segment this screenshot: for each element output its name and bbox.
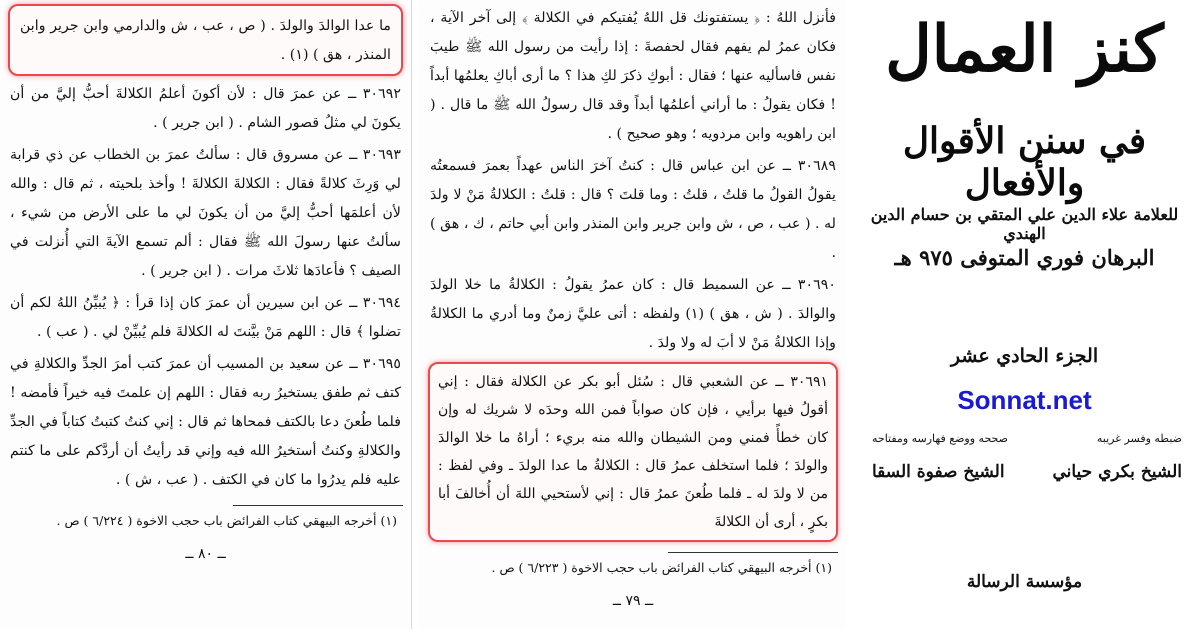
hadith-text: ٣٠٦٩٠ ــ عن السميط قال : كان عمرُ يقولُ : الكلالةُ ما خلا الولدَ والوالدَ . ( ش ، هق ) (١) ولفظه : أتى عليَّ زمنٌ وما أدري ما الكلالةُ وإذا الكلالةُ مَنْ لا أبَ له ولا ولدَ . xyxy=(430,277,837,351)
cover-editor-roles xyxy=(872,432,1182,445)
footnote-divider xyxy=(233,505,403,506)
hadith-text: ٣٠٦٩٥ ــ عن سعيد بن المسيب أن عمرَ كتب أمرَ الجدِّ والكلالةِ في كتف ثم طفق يستخيرُ ربه فقال : اللهم إن علمتَ فيه خيراً فأمضه ! فلما طُعنَ دعا بالكتف فمحاها ثم قال : إني كنتُ كتبتُ كتاباً في الجدِّ والكلالةِ وكنتُ أستخيرُ الله فيه وإني قد رأيتُ أن أردَّكم على ما كنتم عليه فلم يدرُوا ما كان في الكتف . ( عب ، ش ) . xyxy=(10,356,401,488)
highlighted-passage xyxy=(8,4,403,76)
cover-author-line1: للعلامة علاء الدين علي المتقي بن حسام الدين الهندي xyxy=(870,205,1179,243)
hadith-entry xyxy=(428,4,838,149)
highlighted-text: ٣٠٦٩١ ــ عن الشعبي قال : سُئل أبو بكر عن الكلالة فقال : إني أقولُ فيها برأيي ، فإن كان صواباً فمن الله وحدَه لا شريك له وإن كان خطأً فمني ومن الشيطان والله منه بريء ؛ أراهُ ما خلا الوالدَ والولدَ ؛ فلما استخلف عمرُ قال : الكلالةُ ما عدا الولدَ ـ وفي لفظ : من لا ولدَ له ـ فلما طُعنَ عمرُ قال : إني لأستحيي اللهَ أن أُخالفَ أبا بكرٍ ، أرى أن الكلالةَ xyxy=(438,374,828,530)
editor-right-role: ضبطه وفسر غريبه xyxy=(1096,432,1182,445)
cover-publisher: مؤسسة الرسالة xyxy=(966,572,1083,592)
cover-editor-names xyxy=(872,462,1182,482)
hadith-entry xyxy=(8,80,403,138)
hadith-entry xyxy=(428,152,838,268)
book-page-80 xyxy=(0,0,412,629)
watermark-link[interactable]: Sonnat.net xyxy=(957,385,1092,415)
editor-right-name: الشيخ بكري حياني xyxy=(1052,462,1182,482)
hadith-text: فأنزل اللهُ : ﴿ يستفتونك قل اللهُ يُفتيكم في الكلالة ﴾ إلى آخر الآية ، فكان عمرُ لم يفهم فقال لحفصةَ : إذا رأيت من رسول الله ﷺ طيبَ نفس فاسأليه عنها ؛ فقال : أبوكِ ذكرَ لكِ هذا ؟ ما أرى أباكِ يعلمُها أبداً ! فكان يقولُ : ما أراني أعلمُها أبداً وقد قال رسولُ الله ﷺ ما قال . ( ابن راهويه وابن مردويه ؛ وهو صحيح ) . xyxy=(430,10,836,142)
editor-left-role: صححه ووضع فهارسه ومفتاحه xyxy=(872,432,1008,445)
hadith-text: ٣٠٦٩٣ ــ عن مسروق قال : سألتُ عمرَ بن الخطاب عن ذي قرابة لي وَرِثَ كلالةً فقال : الكلالةَ الكلالةَ ! وأخذ بلحيته ، ثم قال : والله لأن أعلمَها أحبُّ إليَّ من أن يكونَ لي ما على الأرض من شيء ، سألتُ عنها رسولَ الله ﷺ فقال : ألم تسمع الآيةَ التي أُنزلت في الصيف ؟ فأعادَها ثلاثَ مرات . ( ابن جرير ) . xyxy=(10,147,401,279)
book-cover xyxy=(852,0,1197,629)
hadith-entry xyxy=(8,289,403,347)
hadith-text: ٣٠٦٨٩ ــ عن ابن عباس قال : كنتُ آخرَ الناس عهداً بعمرَ فسمعتُه يقولُ القولُ ما قلتُ ، قلتُ : وما قلتَ ؟ قال : قلتُ : الكلالةُ مَنْ لا ولدَ له . ( عب ، ص ، ش وابن جرير وابن المنذر وابن أبي حاتم ، ك ، هق ) . xyxy=(430,158,836,261)
cover-author-line2: البرهان فوري المتوفى ٩٧٥ هـ xyxy=(894,245,1155,270)
highlighted-text: ما عدا الوالدَ والولدَ . ( ص ، عب ، ش والدارمي وابن جرير وابن المنذر ، هق ) (١) . xyxy=(20,18,391,63)
page-number: ــ ٧٩ ــ xyxy=(612,593,654,609)
highlighted-passage xyxy=(428,362,838,542)
editor-left-name: الشيخ صفوة السقا xyxy=(872,462,1005,482)
footnote: (١) أخرجه البيهقي كتاب الفرائض باب حجب الاخوة ( ٦/٢٢٤ ) ص . xyxy=(56,513,397,528)
cover-volume: الجزء الحادي عشر xyxy=(950,345,1099,367)
hadith-entry xyxy=(8,141,403,286)
hadith-entry xyxy=(428,271,838,358)
hadith-text: ٣٠٦٩٢ ــ عن عمرَ قال : لأن أكونَ أعلمُ الكلالةَ أحبُّ إليَّ من أن يكونَ لي مثلُ قصور الشام . ( ابن جرير ) . xyxy=(10,86,401,131)
hadith-entry xyxy=(8,350,403,495)
hadith-text: ٣٠٦٩٤ ــ عن ابن سيرين أن عمرَ كان إذا قرأ : ﴿ يُبيِّنُ اللهُ لكم أن تضلوا ﴾ قال : اللهم مَنْ بيَّنتَ له الكلالةَ فلم يُبيِّنْ لي . ( عب ) . xyxy=(10,295,401,340)
page-number: ــ ٨٠ ــ xyxy=(185,546,226,562)
cover-subtitle: في سنن الأقوال والأفعال xyxy=(902,120,1147,204)
cover-title: كنز العمال xyxy=(885,12,1164,87)
footnote: (١) أخرجه البيهقي كتاب الفرائض باب حجب الاخوة ( ٦/٢٢٣ ) ص . xyxy=(491,560,832,575)
book-page-79 xyxy=(418,0,846,629)
footnote-divider xyxy=(668,552,838,553)
